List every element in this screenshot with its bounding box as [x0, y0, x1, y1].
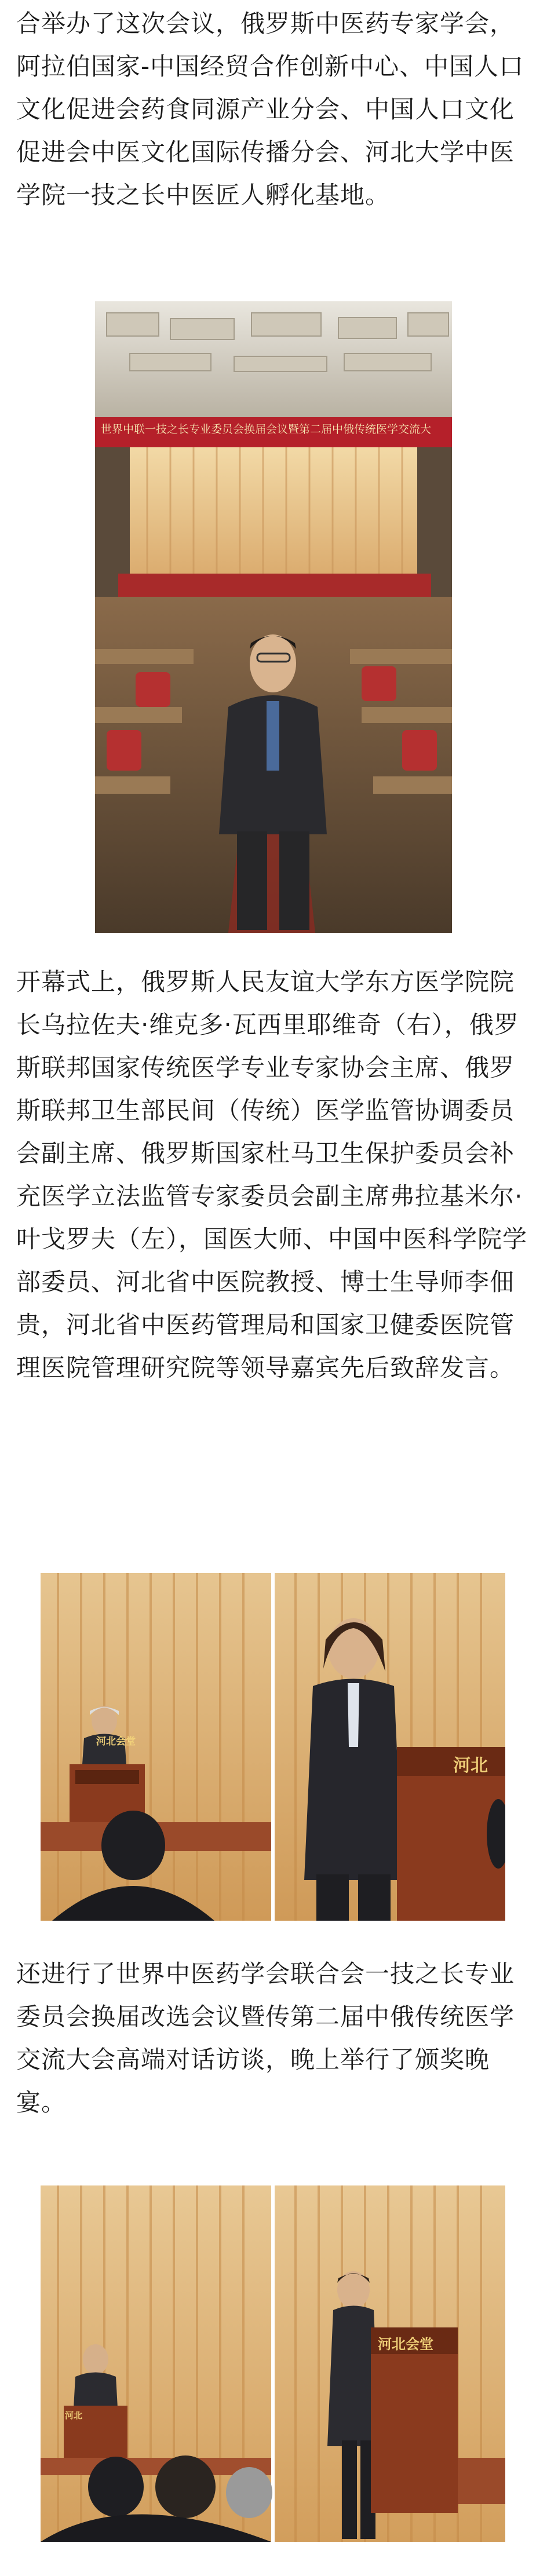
photo-conference-hall [95, 301, 452, 933]
photo-dialogue [41, 2185, 505, 2542]
podium-sign-left: 河北会堂 [96, 1736, 136, 1747]
banner-text: 世界中联一技之长专业委员会换届会议暨第二届中俄传统医学交流大 [101, 423, 432, 436]
podium-sign-right: 河北 [453, 1756, 488, 1776]
podium-sign-hebei-hall: 河北会堂 [378, 2336, 433, 2352]
paragraph-opening: 开幕式上，俄罗斯人民友谊大学东方医学院院长乌拉佐夫·维克多·瓦西里耶维奇（右），俄罗斯联邦国家传统医学专业专家协会主席、俄罗斯联邦卫生部民间（传统）医学监管协调委员会副主席、俄罗斯国家杜马卫生保护委员会补充医学立法监管专家委员会副主席弗拉基米尔·叶戈罗夫（左），国医大师、中国中医科学院学部委员、河北省中医院教授、博士生导师李佃贵，河北省中医药管理局和国家卫健委医院管理医院管理研究院等领导嘉宾先后致辞发言。 [16, 968, 528, 1382]
paragraph-intro: 合举办了这次会议，俄罗斯中医药专家学会，阿拉伯国家-中国经贸合作创新中心、中国人口文化促进会药食同源产业分会、中国人口文化促进会中医文化国际传播分会、河北大学中医学院一技之长中医匠人孵化基地。 [16, 9, 524, 209]
podium-sign-small: 河北 [65, 2410, 83, 2421]
paragraph-activities: 还进行了世界中医药学会联合会一技之长专业委员会换届改选会议暨传第二届中俄传统医学交流大会高端对话访谈，晚上举行了颁奖晚宴。 [16, 1960, 515, 2117]
photo-speakers [41, 1573, 505, 1921]
